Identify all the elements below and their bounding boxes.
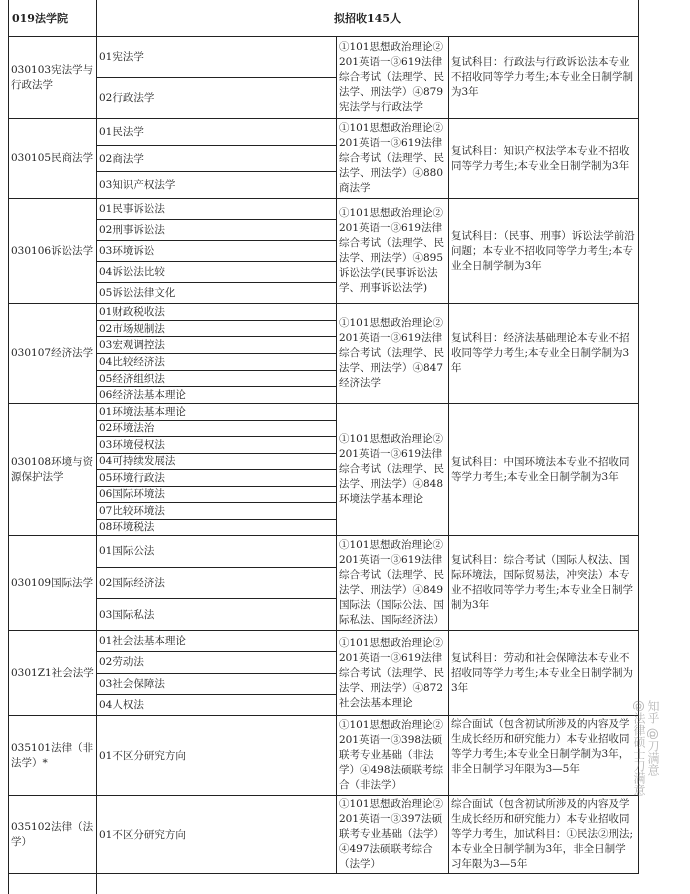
table-row bbox=[9, 631, 639, 716]
table-row bbox=[9, 796, 639, 874]
major-name-partial bbox=[9, 874, 97, 894]
direction-item: 03国际私法 bbox=[99, 608, 155, 621]
direction-item: 07比较环境法 bbox=[97, 503, 336, 520]
exam-subjects: ①101思想政治理论②201英语一③397法硕联考专业基础（法学）④497法硕联考综合（法学） bbox=[337, 796, 449, 873]
major-name: 030108环境与资源保护法学 bbox=[9, 404, 97, 535]
direction-item: 03环境侵权法 bbox=[97, 437, 336, 454]
exam-subjects: ①101思想政治理论②201英语一③619法律综合考试（法理学、民法学、刑法学）④849国际法（国际公法、国际私法、国际经济法） bbox=[337, 536, 449, 630]
exam-subjects: ①101思想政治理论②201英语一③619法律综合考试（法理学、民法学、刑法学）④895诉讼法学(民事诉讼法学、刑事诉讼法学) bbox=[337, 199, 449, 303]
remarks: 复试科目：劳动和社会保障法本专业不招收同等学力考生;本专业全日制学制为3年 bbox=[449, 631, 639, 715]
direction-item: 01财政税收法 bbox=[97, 304, 336, 321]
direction-item: 02环境法治 bbox=[97, 421, 336, 438]
direction-item: 01宪法学 bbox=[97, 37, 336, 78]
exam-subjects: ①101思想政治理论②201英语一③619法律综合考试（法理学、民法学、刑法学）④847经济法学 bbox=[337, 304, 449, 403]
research-directions bbox=[97, 304, 337, 403]
major-name: 035101法律（非法学）* bbox=[9, 716, 97, 795]
research-directions bbox=[97, 796, 337, 873]
remarks: 复试科目：行政法与行政诉讼法本专业不招收同等学力考生;本专业全日制学制为3年 bbox=[449, 37, 639, 118]
table-row bbox=[9, 199, 639, 304]
research-directions bbox=[97, 37, 337, 118]
direction-item: 01不区分研究方向 bbox=[99, 749, 186, 762]
direction-item: 05诉讼法律文化 bbox=[99, 287, 176, 299]
direction-item: 04人权法 bbox=[99, 698, 144, 711]
direction-item: 01不区分研究方向 bbox=[99, 828, 186, 841]
research-directions bbox=[97, 536, 337, 630]
table-row bbox=[9, 37, 639, 119]
research-directions bbox=[97, 631, 337, 715]
remarks: 复试科目：中国环境法本专业不招收同等学力考生;本专业全日制学制为3年 bbox=[449, 404, 639, 535]
watermark-text: 知乎 @刀满意 @法律硕士刀满意 bbox=[632, 700, 660, 796]
admissions-table bbox=[8, 0, 639, 894]
remarks: 综合面试（包含初试所涉及的内容及学生成长经历和研究能力）本专业招收同等学力考生;本专业全日制学制为3年，非全日制学习年限为3—5年 bbox=[449, 716, 639, 795]
direction-item: 03知识产权法学 bbox=[99, 179, 176, 192]
remarks: 复试科目：（民事、刑事）诉讼法学前沿问题；本专业不招收同等学力考生;本专业全日制学制为3年 bbox=[449, 199, 639, 303]
major-name: 030107经济法学 bbox=[9, 304, 97, 403]
enrollment-quota: 拟招收145人 bbox=[97, 0, 639, 36]
major-name: 030103宪法学与行政法学 bbox=[9, 37, 97, 118]
research-directions bbox=[97, 716, 337, 795]
direction-item: 05环境行政法 bbox=[97, 470, 336, 487]
watermark bbox=[632, 700, 688, 796]
direction-item: 06国际环境法 bbox=[97, 487, 336, 504]
direction-item: 04诉讼法比较 bbox=[97, 262, 336, 283]
exam-subjects: ①101思想政治理论②201英语一③619法律综合考试（法理学、民法学、刑法学）④879宪法学与行政法学 bbox=[337, 37, 449, 118]
exam-subjects: ①101思想政治理论②201英语一③619法律综合考试（法理学、民法学、刑法学）④848环境法学基本理论 bbox=[337, 404, 449, 535]
table-body bbox=[9, 37, 639, 894]
major-name: 030109国际法学 bbox=[9, 536, 97, 630]
remarks: 复试科目：知识产权法学本专业不招收同等学力考生;本专业全日制学制为3年 bbox=[449, 119, 639, 198]
direction-item: 06经济法基本理论 bbox=[99, 389, 186, 402]
major-name: 035102法律（法学） bbox=[9, 796, 97, 873]
table-header-row bbox=[9, 0, 639, 37]
table-row bbox=[9, 404, 639, 536]
table-row bbox=[9, 536, 639, 631]
school-name: 019法学院 bbox=[9, 0, 97, 36]
direction-item: 02劳动法 bbox=[97, 652, 336, 673]
table-row-partial bbox=[9, 874, 639, 894]
direction-item: 02市场规制法 bbox=[97, 321, 336, 338]
direction-item: 02行政法学 bbox=[99, 92, 155, 104]
direction-item: 04比较经济法 bbox=[97, 354, 336, 371]
direction-item: 01民法学 bbox=[97, 119, 336, 146]
direction-item: 02国际经济法 bbox=[97, 568, 336, 600]
direction-item: 01环境法基本理论 bbox=[97, 404, 336, 421]
research-directions bbox=[97, 199, 337, 303]
major-name: 0301Z1社会法学 bbox=[9, 631, 97, 715]
direction-item: 05经济组织法 bbox=[97, 371, 336, 388]
exam-subjects: ①101思想政治理论②201英语一③398法硕联考专业基础（非法学）④498法硕联考综合（非法学） bbox=[337, 716, 449, 795]
remarks: 综合面试（包含初试所涉及的内容及学生成长经历和研究能力）本专业招收同等学力考生，加试科目：①民法②刑法;本专业全日制学制为3年，非全日制学习年限为3—5年 bbox=[449, 796, 639, 873]
table-row bbox=[9, 304, 639, 404]
direction-item: 01社会法基本理论 bbox=[97, 631, 336, 652]
direction-item: 02商法学 bbox=[97, 146, 336, 173]
exam-subjects: ①101思想政治理论②201英语一③619法律综合考试（法理学、民法学、刑法学）④880商法学 bbox=[337, 119, 449, 198]
research-directions bbox=[97, 404, 337, 535]
major-name: 030105民商法学 bbox=[9, 119, 97, 198]
major-name: 030106诉讼法学 bbox=[9, 199, 97, 303]
direction-item: 04可持续发展法 bbox=[97, 454, 336, 471]
direction-item: 01国际公法 bbox=[97, 536, 336, 568]
direction-item: 08环境税法 bbox=[99, 521, 155, 534]
direction-item: 03宏观调控法 bbox=[97, 337, 336, 354]
table-row bbox=[9, 716, 639, 796]
research-directions bbox=[97, 119, 337, 198]
table-row bbox=[9, 119, 639, 199]
remarks: 复试科目：综合考试（国际人权法、国际环境法，国际贸易法，冲突法）本专业不招收同等学力考生;本专业全日制学制为3年 bbox=[449, 536, 639, 630]
direction-item: 01民事诉讼法 bbox=[97, 199, 336, 220]
direction-item: 03社会保障法 bbox=[97, 674, 336, 695]
direction-item: 03环境诉讼 bbox=[97, 241, 336, 262]
exam-subjects: ①101思想政治理论②201英语一③619法律综合考试（法理学、民法学、刑法学）④872社会法基本理论 bbox=[337, 631, 449, 715]
direction-item: 02刑事诉讼法 bbox=[97, 220, 336, 241]
remarks: 复试科目：经济法基础理论本专业不招收同等学力考生;本专业全日制学制为3年 bbox=[449, 304, 639, 403]
